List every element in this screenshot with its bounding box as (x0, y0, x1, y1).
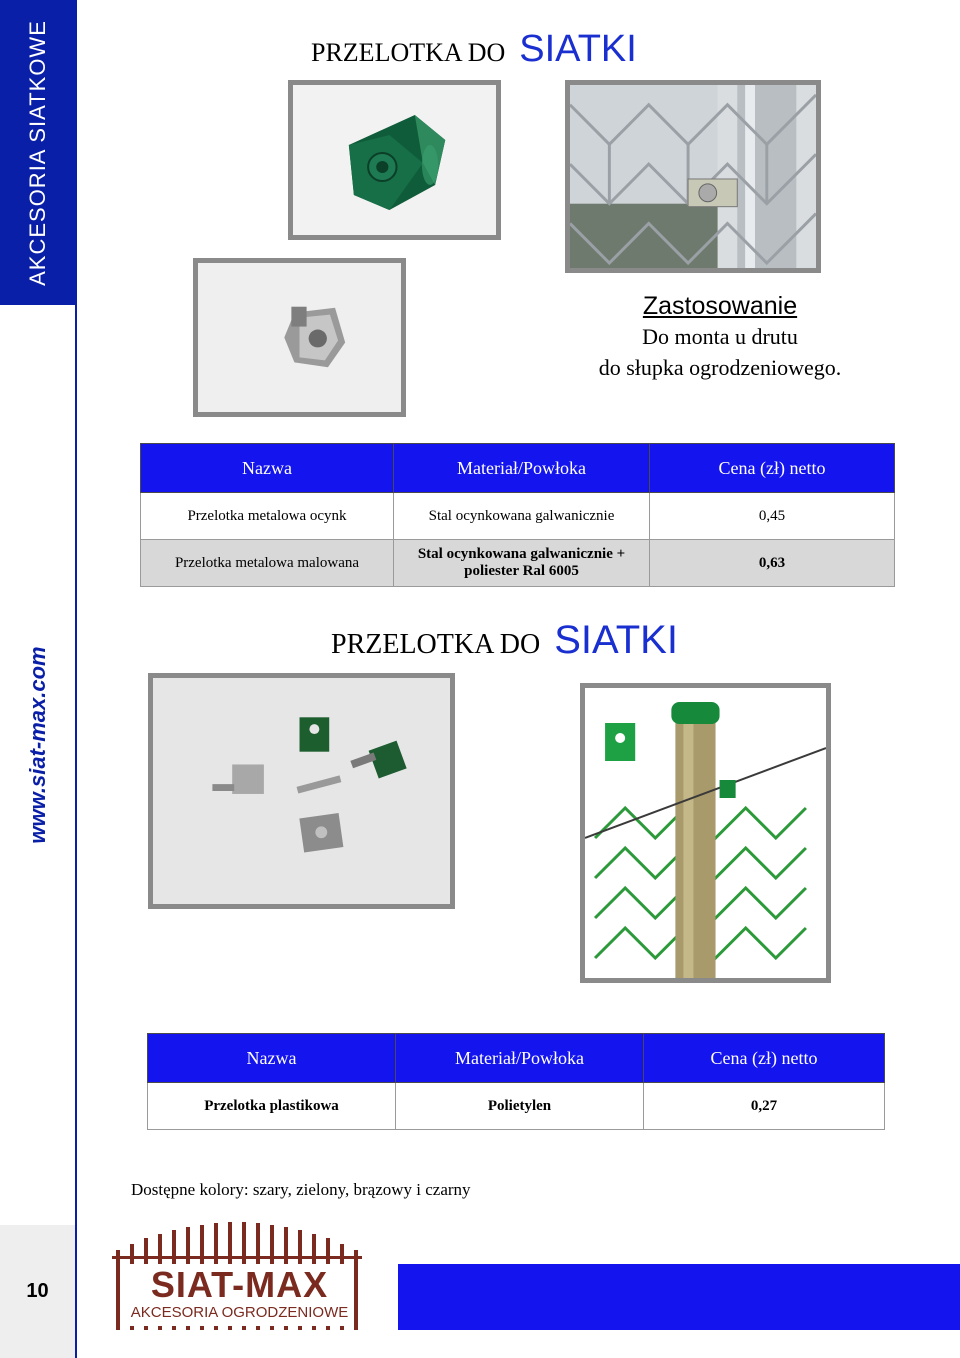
sidebar-website-link[interactable]: www.siat-max.com (25, 646, 50, 844)
header-price: Cena (zł) netto (644, 1034, 885, 1083)
sidebar-page-box (0, 1225, 75, 1358)
sidebar-category-band (0, 0, 75, 305)
section1-heading-part1: PRZELOTKA DO (311, 38, 506, 67)
table-row (148, 1083, 885, 1130)
cell-price: 0,63 (650, 540, 895, 587)
cell-material-line-2: poliester Ral 6005 (464, 563, 579, 579)
cell-material: Stal ocynkowana galwanicznie (394, 493, 650, 540)
company-logo (112, 1220, 367, 1335)
header-material: Materiał/Powłoka (396, 1034, 644, 1083)
usage-title: Zastosowanie (642, 292, 798, 320)
section1-heading-part2: SIATKI (519, 28, 637, 70)
table-header-row (141, 444, 895, 493)
section2-heading (331, 618, 678, 663)
product-photo-green-clip (288, 80, 501, 240)
price-table-metal (140, 443, 895, 587)
product-photo-mounted-post (565, 80, 821, 273)
cell-name: Przelotka plastikowa (148, 1083, 396, 1130)
table-header-row (148, 1034, 885, 1083)
table-row (141, 493, 895, 540)
usage-line-2: do słupka ogrodzeniowego. (598, 355, 842, 380)
sidebar-website-band (0, 305, 75, 1225)
page-number: 10 (26, 1280, 49, 1302)
cell-material-line-1: Stal ocynkowana galwanicznie + (417, 546, 626, 562)
sidebar-divider (75, 0, 77, 1358)
price-table-plastic (147, 1033, 885, 1130)
cell-price: 0,45 (650, 493, 895, 540)
cell-material: Polietylen (396, 1083, 644, 1130)
usage-line-1: Do monta u drutu (642, 324, 798, 349)
cell-material (394, 540, 650, 587)
usage-block (520, 292, 920, 383)
logo-tagline: AKCESORIA OGRODZENIOWE (130, 1304, 349, 1321)
section2-heading-part1: PRZELOTKA DO (331, 629, 541, 660)
sidebar-category-label: AKCESORIA SIATKOWE (24, 19, 50, 286)
cell-name: Przelotka metalowa malowana (141, 540, 394, 587)
available-colors-note: Dostępne kolory: szary, zielony, brązowy i czarny (131, 1180, 471, 1199)
section2-heading-part2: SIATKI (554, 618, 678, 662)
footer-accent-bar (398, 1264, 960, 1330)
cell-price: 0,27 (644, 1083, 885, 1130)
header-name: Nazwa (148, 1034, 396, 1083)
section1-heading (311, 28, 637, 71)
cell-name: Przelotka metalowa ocynk (141, 493, 394, 540)
product-photo-green-post (580, 683, 831, 983)
logo-brand: SIAT-MAX (150, 1264, 329, 1305)
product-photo-plastic-clips (148, 673, 455, 909)
table-row (141, 540, 895, 587)
header-name: Nazwa (141, 444, 394, 493)
header-material: Materiał/Powłoka (394, 444, 650, 493)
header-price: Cena (zł) netto (650, 444, 895, 493)
product-photo-silver-clip (193, 258, 406, 417)
